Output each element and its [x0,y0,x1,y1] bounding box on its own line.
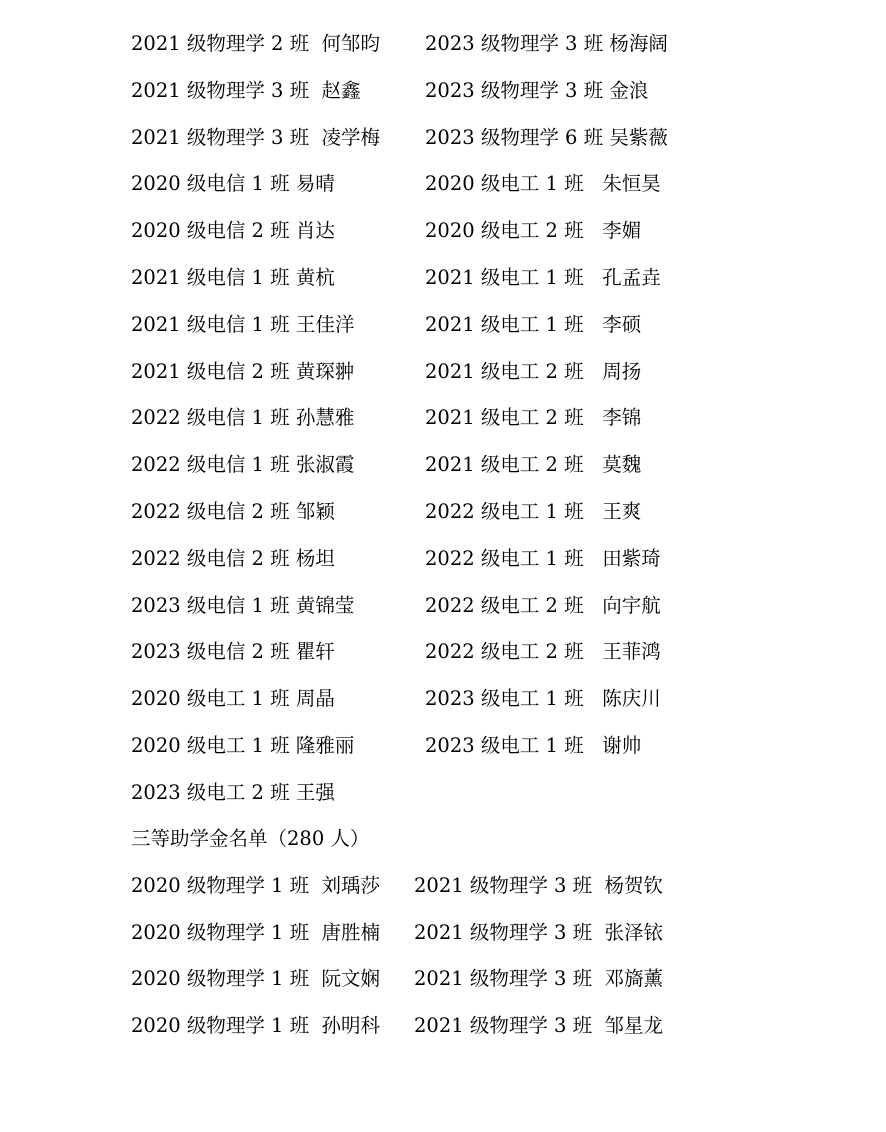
list-row [131,967,664,1014]
list-entry-right: 2022 级电工 1 班 田紫琦 [425,546,661,570]
list-entry-right: 2021 级电工 1 班 李硕 [425,312,642,336]
third-class-grant-section [131,827,664,1061]
list-entry-right: 2021 级电工 2 班 莫魏 [425,453,642,477]
list-entry-left: 2021 级电信 2 班 黄琛翀 [131,359,355,383]
list-entry-right: 2021 级物理学 3 班 杨贺钦 [414,873,664,897]
list-entry-left: 2020 级物理学 1 班 阮文娴 [131,967,381,991]
list-entry-right: 2021 级电工 1 班 孔孟垚 [425,265,661,289]
list-entry-left: 2020 级电信 2 班 肖达 [131,219,335,243]
list-entry-right: 2021 级电工 2 班 李锦 [425,406,642,430]
list-entry-left: 2022 级电信 1 班 孙慧雅 [131,406,355,430]
list-entry-left: 2021 级电信 1 班 黄杭 [131,265,335,289]
list-entry-right: 2021 级物理学 3 班 邓旖薰 [414,967,664,991]
list-entry-left: 2020 级物理学 1 班 刘瑀莎 [131,873,381,897]
list-entry-left: 2022 级电信 2 班 杨坦 [131,546,335,570]
list-entry-right: 2022 级电工 2 班 向宇航 [425,593,661,617]
list-entry-left: 2021 级物理学 3 班 凌学梅 [131,125,381,149]
list-entry-left: 2022 级电信 2 班 邹颖 [131,499,335,523]
list-entry-right: 2023 级物理学 3 班 金浪 [425,78,649,102]
list-entry-right: 2023 级电工 1 班 谢帅 [425,733,642,757]
list-entry-left: 2020 级物理学 1 班 孙明科 [131,1014,381,1038]
list-entry-right: 2020 级电工 1 班 朱恒昊 [425,172,661,196]
list-entry-right: 2023 级物理学 6 班 吴紫薇 [425,125,668,149]
list-entry-right: 2023 级物理学 3 班 杨海阔 [425,32,668,55]
list-entry-left: 2022 级电信 1 班 张淑霞 [131,453,355,477]
list-entry-right: 2021 级物理学 3 班 张泽铱 [414,920,664,944]
list-entry-left: 2021 级电信 1 班 王佳洋 [131,312,355,336]
list-entry-left: 2023 级电工 2 班 王强 [131,780,335,804]
list-entry-left: 2020 级电工 1 班 隆雅丽 [131,733,355,757]
list-row [131,873,664,921]
list-entry-right: 2022 级电工 2 班 王菲鸿 [425,640,661,664]
list-entry-left: 2020 级物理学 1 班 唐胜楠 [131,920,381,944]
list-row [131,1014,664,1061]
list-entry-left: 2021 级物理学 3 班 赵鑫 [131,78,361,102]
list-entry-right: 2020 级电工 2 班 李媚 [425,219,642,243]
list-entry-right: 2021 级物理学 3 班 邹星龙 [414,1014,664,1038]
list-entry-left: 2023 级电信 2 班 瞿轩 [131,640,335,664]
list-entry-left: 2023 级电信 1 班 黄锦莹 [131,593,355,617]
list-entry-left: 2020 级电工 1 班 周晶 [131,687,335,711]
list-entry-left: 2020 级电信 1 班 易晴 [131,172,335,196]
list-entry-right: 2023 级电工 1 班 陈庆川 [425,687,661,711]
section-heading: 三等助学金名单（280 人） [131,827,370,850]
list-entry-right: 2022 级电工 1 班 王爽 [425,499,642,523]
list-row [131,920,664,968]
list-entry-right: 2021 级电工 2 班 周扬 [425,359,642,383]
list-entry-left: 2021 级物理学 2 班 何邹昀 [131,32,381,55]
